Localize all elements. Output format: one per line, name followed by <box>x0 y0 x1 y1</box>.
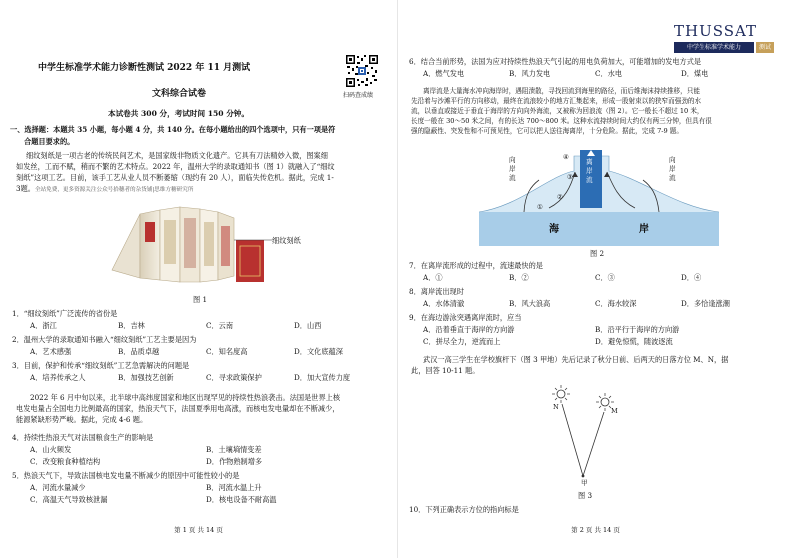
fig2-marker-3: ③ <box>567 173 573 181</box>
option-b[interactable]: B．风力发电 <box>509 69 551 78</box>
question-4: 4．持续性热浪天气对法国粮食生产的影响是 <box>12 433 154 442</box>
passage-3-line: 先沿着与沙滩平行的方向移动，最终在流浪较小的地方汇集起来，形成一股射束以的狭窄而强劲的水 <box>411 97 702 105</box>
question-9-options-row2 <box>423 336 673 347</box>
option-c[interactable]: C．知名度高 <box>206 347 248 356</box>
option-a[interactable]: A．① <box>423 273 443 282</box>
question-2-options <box>30 346 343 357</box>
logo-subtitle: 中学生标准学术能力 <box>674 42 754 53</box>
fig3-label-m: M <box>611 407 618 415</box>
option-a[interactable]: A．河流水量减少 <box>30 483 86 492</box>
exam-subtitle: 文科综合试卷 <box>152 89 207 99</box>
figure-2-caption: 图 2 <box>589 249 605 258</box>
option-a[interactable]: A．沿着垂直于海岸的方向游 <box>423 325 515 334</box>
option-d[interactable]: D．④ <box>681 273 702 282</box>
page-footer: 第 1 页 共 14 页 <box>174 526 223 534</box>
passage-1-note: 全站免费，更多资源关注公众号拾穗者的杂货铺|思维方糖研究所 <box>34 187 194 193</box>
fig2-rip-current: 离岸流 <box>586 158 593 184</box>
question-3: 3．目前，保护和传承“细纹刻纸”工艺急需解决的问题是 <box>12 361 190 370</box>
question-4-options-row2 <box>30 456 262 467</box>
sun-icon-n <box>552 385 570 403</box>
question-3-options <box>30 372 350 383</box>
passage-3 <box>411 86 787 136</box>
option-d[interactable]: D．多恰逢涨潮 <box>681 299 730 308</box>
option-c[interactable]: C．海水较深 <box>595 299 637 308</box>
fig3-label-jia: 甲 <box>581 479 588 487</box>
figure-1 <box>100 200 290 290</box>
question-9: 9．在海边游泳突遇离岸流时，应当 <box>409 313 522 322</box>
question-8-options <box>423 298 730 309</box>
option-b[interactable]: B．② <box>509 273 529 282</box>
passage-3-line: 长度一般在 30～50 米之间，有的长达 700～800 米。这种水流持续时间大约仅有两三分钟，但具有很 <box>411 117 712 125</box>
question-6-options <box>423 68 708 79</box>
option-d[interactable]: D．煤电 <box>681 69 709 78</box>
passage-3-line: 离岸流是大量海水冲向海岸时，遇阻溃散，寻找回流到海里的路径，而后维海沫持续推移，只能 <box>423 87 700 95</box>
question-8: 8．离岸流出现时 <box>409 287 464 296</box>
right-page <box>397 0 794 558</box>
option-c[interactable]: C．改变粮食种植结构 <box>30 457 101 466</box>
fig2-marker-4: ④ <box>563 153 569 161</box>
option-c[interactable]: C．拼尽全力，逆流而上 <box>423 337 501 346</box>
figure-1-label: 细纹刻纸 <box>272 236 301 245</box>
question-5: 5．热浪天气下，导致法国核电发电量不断减少的原因中可能性较小的是 <box>12 471 240 480</box>
passage-2-line: 能源紧缺形势严峻。据此，完成 4-6 题。 <box>16 415 148 424</box>
option-c[interactable]: C．云南 <box>206 321 234 330</box>
exam-title: 中学生标准学术能力诊断性测试 2022 年 11 月测试 <box>38 63 251 73</box>
passage-1-line: 刻纸”这项工艺。目前，该手工艺从业人员不断萎缩（现约有 20 人），面临失传危机。据此，完成 1- <box>16 173 334 182</box>
figure-3-caption: 图 3 <box>577 491 593 500</box>
question-7: 7．在离岸流形成的过程中，流速最快的是 <box>409 261 543 270</box>
question-5-options-row2 <box>30 494 276 505</box>
passage-1-line: 3题。 <box>16 184 35 193</box>
fig2-shore-label: 岸 <box>639 224 649 235</box>
page-footer: 第 2 页 共 14 页 <box>571 526 620 534</box>
option-b[interactable]: B．沿平行于海岸的方向游 <box>595 325 680 334</box>
passage-1-line: 如发丝，工而不赋，稍而不繁的艺术特点。2022 年，温州大学的录取通知书（图 1）就融入了“细纹 <box>16 162 335 171</box>
option-b[interactable]: B．品质卓越 <box>118 347 160 356</box>
option-b[interactable]: B．土壤墒情变差 <box>206 445 262 454</box>
fig2-marker-1: ① <box>537 203 543 211</box>
option-a[interactable]: A．浙江 <box>30 321 57 330</box>
passage-2 <box>16 392 388 425</box>
option-a[interactable]: A．水体清澈 <box>423 299 465 308</box>
option-a[interactable]: A．燃气发电 <box>423 69 465 78</box>
option-d[interactable]: D．加大宣传力度 <box>294 373 351 382</box>
figure-1-caption: 图 1 <box>192 295 208 304</box>
question-1-options <box>30 320 321 331</box>
qr-code <box>345 54 379 88</box>
option-d[interactable]: D．作物熟制增多 <box>206 457 263 466</box>
fig2-sea-label: 海 <box>549 224 559 235</box>
fig2-marker-2: ② <box>557 193 563 201</box>
section1-instruction-cont: 合题目要求的。 <box>24 137 75 146</box>
thussat-logo <box>672 20 776 58</box>
passage-1 <box>16 150 388 196</box>
option-d[interactable]: D．核电设备不耐高温 <box>206 495 277 504</box>
option-b[interactable]: B．风大浪高 <box>509 299 551 308</box>
passage-2-line: 2022 年 6 月中旬以来，北半球中高纬度国家和地区出现罕见的持续性热浪袭击。法国是世界上核 <box>30 393 341 402</box>
figure-2 <box>479 146 719 246</box>
passage-3-line: 强的隐蔽性、突发性和不可预见性，它可以把人送往海离岸，十分危险。据此，完成 7-9 题。 <box>411 127 683 135</box>
fig2-right-flow: 向岸流 <box>669 156 676 182</box>
option-a[interactable]: A．培养传承之人 <box>30 373 86 382</box>
question-5-options-row1 <box>30 482 262 493</box>
passage-2-line: 电发电量占全国电力比例最高的国家，热浪天气下，法国夏季用电高涨，而核电发电量却在不断减少， <box>16 404 340 413</box>
option-a[interactable]: A．山火频发 <box>30 445 72 454</box>
passage-1-line: 细纹刻纸是一项古老的传统民间艺术，是国家级非物质文化遗产。它具有刀法精妙入微，图案细 <box>26 151 328 160</box>
option-d[interactable]: D．避免惊慌，随波逐流 <box>595 337 673 346</box>
section1-instruction: 一、选择题：本题共 35 小题，每小题 4 分，共 140 分。在每小题给出的四个选项中，只有一项是符 <box>10 125 336 134</box>
fig3-label-n: N <box>553 403 559 411</box>
option-c[interactable]: C．寻求政策保护 <box>206 373 262 382</box>
question-9-options-row1 <box>423 324 679 335</box>
option-a[interactable]: A．艺术感强 <box>30 347 72 356</box>
option-c[interactable]: C．③ <box>595 273 615 282</box>
logo-tag: 测试 <box>756 42 774 53</box>
question-1: 1．“细纹刻纸”广泛流传的省份是 <box>12 309 118 318</box>
exam-info: 本试卷共 300 分，考试时间 150 分钟。 <box>108 109 249 118</box>
passage-3-line: 流，以垂直或接近于垂直于海岸的方向向外海流，又被称为回浪流（图 2）。它一般长不超过 10 米， <box>411 107 704 115</box>
question-7-options <box>423 272 701 283</box>
question-6: 6．结合当前形势，法国为应对持续性热浪天气引起的用电负荷加大，可能增加的发电方式是 <box>409 57 702 66</box>
option-b[interactable]: B．吉林 <box>118 321 145 330</box>
option-c[interactable]: C．高温天气导致核泄漏 <box>30 495 108 504</box>
option-b[interactable]: B．加强技艺创新 <box>118 373 174 382</box>
option-d[interactable]: D．文化底蕴深 <box>294 347 343 356</box>
question-10: 10．下列正确表示方位的指向标是 <box>409 505 519 514</box>
question-2: 2．温州大学的录取通知书融入“细纹刻纸”工艺主要是因为 <box>12 335 197 344</box>
qr-caption: 扫码查成绩 <box>343 92 374 99</box>
passage-4-line: 此，回答 10-11 题。 <box>411 366 480 375</box>
question-4-options-row1 <box>30 444 262 455</box>
passage-4-line: 武汉一高三学生在学校旗杆下（图 3 甲地）先后记录了秋分日前、后两天的日落方位 M、N，据 <box>423 355 729 364</box>
figure-3 <box>543 382 643 488</box>
fig2-left-flow: 向岸流 <box>509 156 516 182</box>
passage-4 <box>411 354 787 376</box>
option-c[interactable]: C．水电 <box>595 69 623 78</box>
option-d[interactable]: D．山西 <box>294 321 322 330</box>
logo-title: THUSSAT <box>674 22 758 40</box>
option-b[interactable]: B．河流水温上升 <box>206 483 262 492</box>
